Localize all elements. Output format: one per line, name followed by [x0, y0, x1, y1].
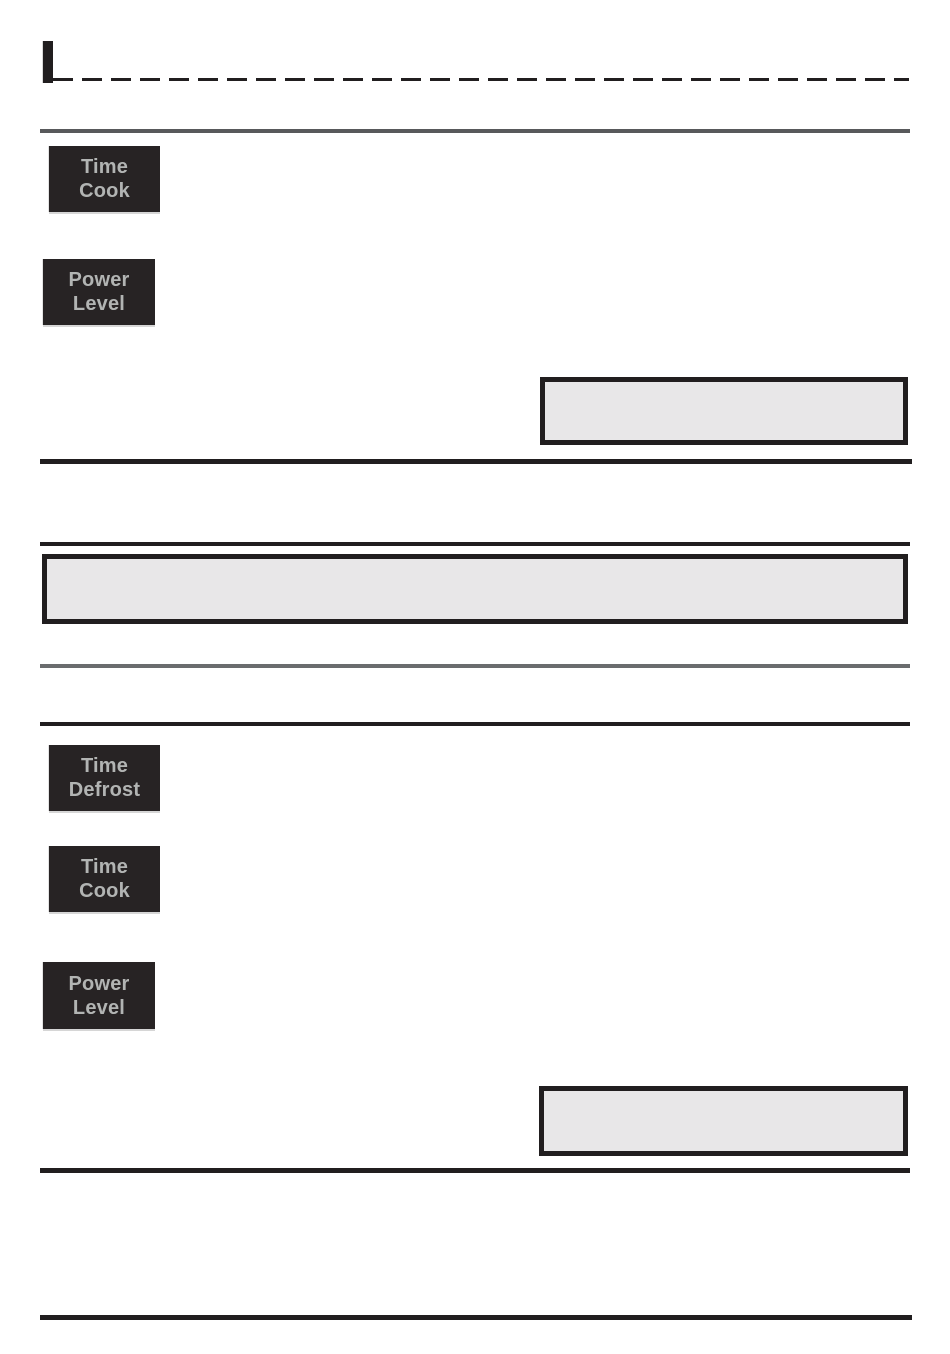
time-cook-button [49, 846, 160, 912]
time-defrost-button [49, 745, 160, 811]
page-bottom-rule [40, 1315, 912, 1320]
power-level-button-label-line2: Level [72, 996, 126, 1019]
time-cook-button-label-line2: Cook [79, 880, 130, 902]
time-cook-button [49, 146, 160, 212]
power-level-button-label-line1: Power [68, 269, 130, 291]
section-divider-gray [40, 664, 910, 668]
display-example-box [539, 1086, 908, 1156]
power-level-button-label-line1: Power [68, 972, 130, 995]
power-level-button [43, 962, 155, 1029]
dashed-rule [53, 78, 909, 81]
time-cook-button-label-line1: Time [80, 156, 129, 178]
time-cook-button-label-line2: Cook [79, 180, 130, 202]
power-level-button [43, 259, 155, 325]
section-index-bar [43, 41, 53, 83]
time-defrost-button-label-line2: Defrost [68, 779, 141, 801]
section-divider [40, 459, 912, 464]
display-example-box [540, 377, 908, 445]
power-level-button-label-line2: Level [72, 293, 126, 315]
time-defrost-button-label-line1: Time [80, 755, 129, 777]
section-divider [40, 542, 910, 546]
section-divider-top [40, 129, 910, 133]
time-cook-button-label-line1: Time [80, 856, 129, 878]
section-divider [40, 722, 910, 726]
wide-display-example-box [42, 554, 908, 624]
section-divider [40, 1168, 910, 1173]
